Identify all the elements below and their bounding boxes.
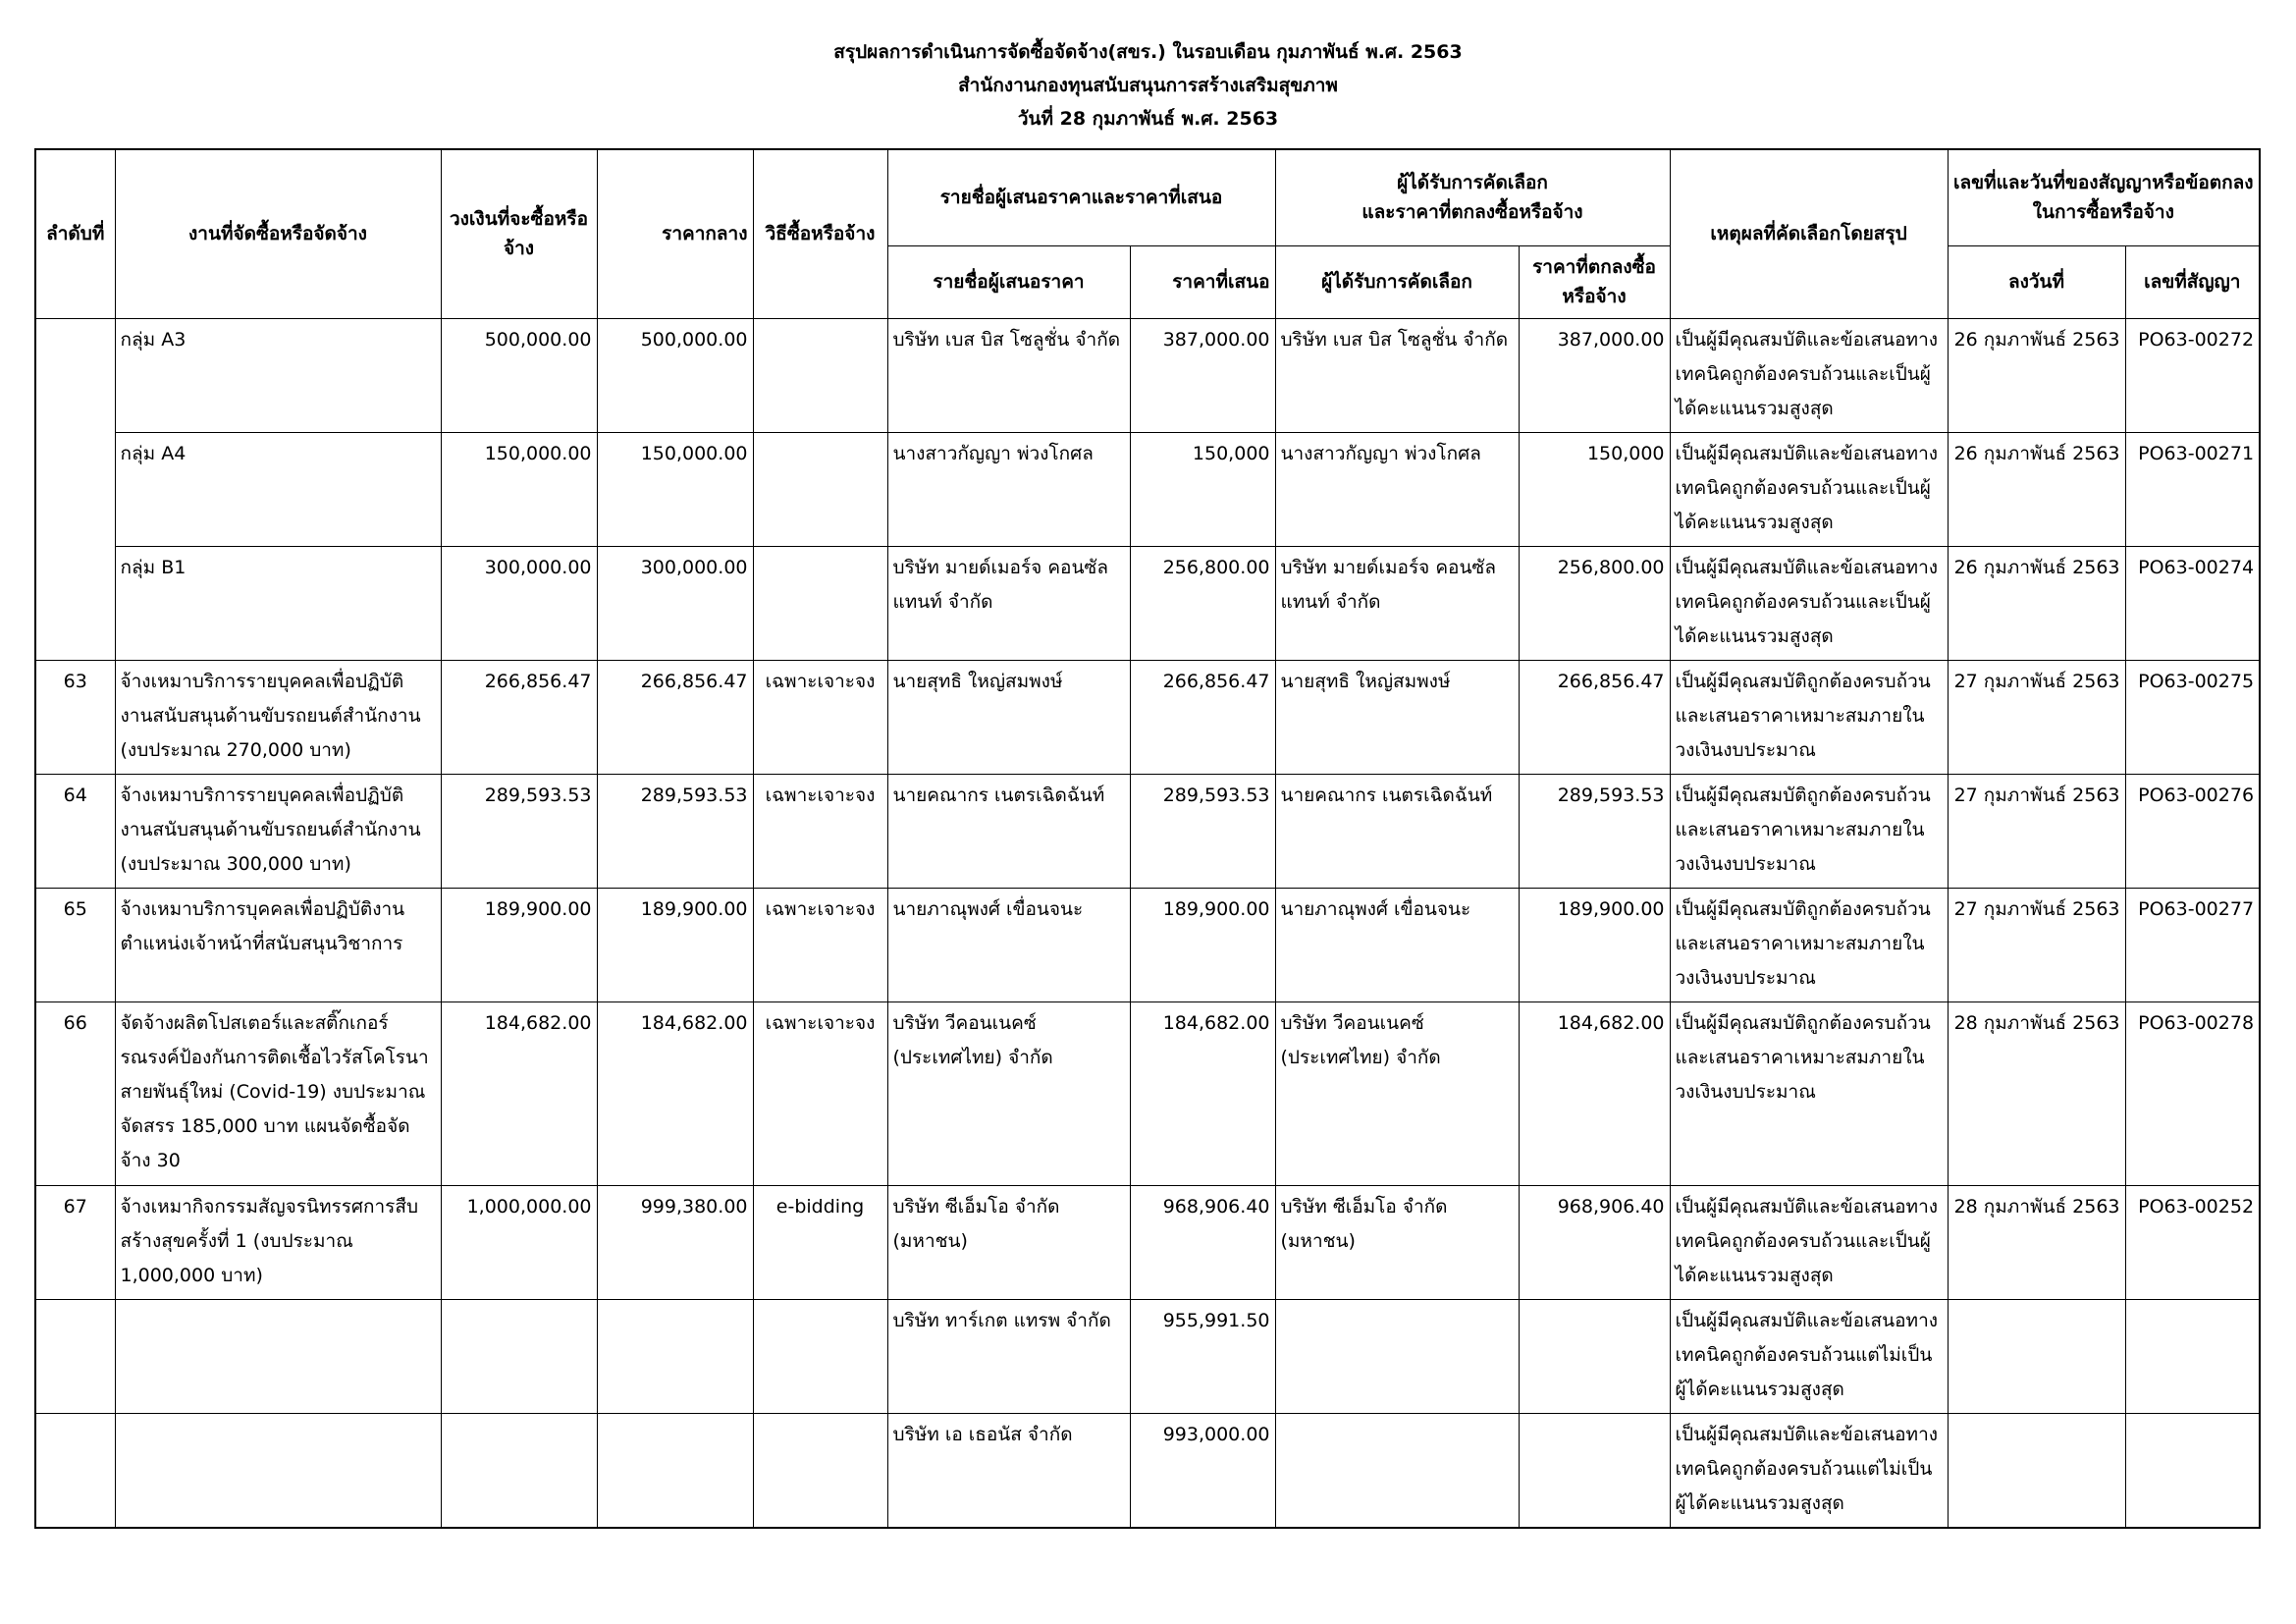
cell-reason: เป็นผู้มีคุณสมบัติถูกต้องครบถ้วนและเสนอราคาเหมาะสมภายในวงเงินงบประมาณ (1670, 774, 1948, 888)
cell-selected (1275, 1299, 1519, 1413)
cell-bidder: บริษัท ซีเอ็มโอ จำกัด (มหาชน) (887, 1185, 1130, 1299)
cell-agreed: 266,856.47 (1519, 660, 1670, 774)
table-row (35, 1413, 2260, 1528)
cell-median: 189,900.00 (597, 888, 753, 1001)
cell-seq (35, 1299, 115, 1413)
cell-seq (35, 318, 115, 660)
cell-selected: บริษัท มายด์เมอร์จ คอนซัลแทนท์ จำกัด (1275, 546, 1519, 660)
document-titles (0, 35, 2296, 135)
header-selected-name: ผู้ได้รับการคัดเลือก (1275, 245, 1519, 318)
cell-work: กลุ่ม B1 (115, 546, 441, 660)
cell-budget: 266,856.47 (441, 660, 597, 774)
cell-contract-no: PO63-00271 (2125, 432, 2260, 546)
header-contract-group: เลขที่และวันที่ของสัญญาหรือข้อตกลงในการซื้อหรือจ้าง (1948, 149, 2260, 245)
cell-seq: 63 (35, 660, 115, 774)
cell-method (753, 1413, 887, 1528)
cell-reason: เป็นผู้มีคุณสมบัติและข้อเสนอทางเทคนิคถูกต้องครบถ้วนแต่ไม่เป็นผู้ได้คะแนนรวมสูงสุด (1670, 1299, 1948, 1413)
header-selected-group-line2: และราคาที่ตกลงซื้อหรือจ้าง (1362, 201, 1583, 224)
header-median: ราคากลาง (597, 149, 753, 318)
cell-seq: 66 (35, 1001, 115, 1185)
table-row (35, 1001, 2260, 1185)
cell-agreed (1519, 1299, 1670, 1413)
cell-work: กลุ่ม A3 (115, 318, 441, 432)
table-row (35, 1185, 2260, 1299)
table-row (35, 888, 2260, 1001)
cell-budget (441, 1413, 597, 1528)
cell-method: เฉพาะเจาะจง (753, 660, 887, 774)
cell-method: เฉพาะเจาะจง (753, 774, 887, 888)
cell-contract-no (2125, 1299, 2260, 1413)
cell-selected (1275, 1413, 1519, 1528)
cell-agreed (1519, 1413, 1670, 1528)
document-date: วันที่ 28 กุมภาพันธ์ พ.ศ. 2563 (1017, 108, 1279, 130)
cell-bid: 955,991.50 (1130, 1299, 1275, 1413)
cell-median: 150,000.00 (597, 432, 753, 546)
cell-bid: 387,000.00 (1130, 318, 1275, 432)
cell-reason: เป็นผู้มีคุณสมบัติถูกต้องครบถ้วนและเสนอราคาเหมาะสมภายในวงเงินงบประมาณ (1670, 1001, 1948, 1185)
cell-reason: เป็นผู้มีคุณสมบัติและข้อเสนอทางเทคนิคถูกต้องครบถ้วนและเป็นผู้ได้คะแนนรวมสูงสุด (1670, 432, 1948, 546)
cell-reason: เป็นผู้มีคุณสมบัติถูกต้องครบถ้วนและเสนอราคาเหมาะสมภายในวงเงินงบประมาณ (1670, 888, 1948, 1001)
cell-budget: 184,682.00 (441, 1001, 597, 1185)
cell-bid: 184,682.00 (1130, 1001, 1275, 1185)
cell-bid: 150,000 (1130, 432, 1275, 546)
cell-selected: บริษัท ซีเอ็มโอ จำกัด (มหาชน) (1275, 1185, 1519, 1299)
cell-reason: เป็นผู้มีคุณสมบัติถูกต้องครบถ้วนและเสนอราคาเหมาะสมภายในวงเงินงบประมาณ (1670, 660, 1948, 774)
cell-bid: 256,800.00 (1130, 546, 1275, 660)
cell-budget: 500,000.00 (441, 318, 597, 432)
cell-contract-no: PO63-00252 (2125, 1185, 2260, 1299)
cell-bidder: บริษัท เบส บิส โซลูชั่น จำกัด (887, 318, 1130, 432)
cell-bidder: นายภาณุพงศ์ เขื่อนจนะ (887, 888, 1130, 1001)
cell-selected: บริษัท เบส บิส โซลูชั่น จำกัด (1275, 318, 1519, 432)
header-bidders-group: รายชื่อผู้เสนอราคาและราคาที่เสนอ (887, 149, 1275, 245)
cell-bidder: นางสาวกัญญา พ่วงโกศล (887, 432, 1130, 546)
cell-bidder: บริษัท มายด์เมอร์จ คอนซัลแทนท์ จำกัด (887, 546, 1130, 660)
cell-bidder: นายคณากร เนตรเฉิดฉันท์ (887, 774, 1130, 888)
table-row (35, 432, 2260, 546)
cell-bid: 993,000.00 (1130, 1413, 1275, 1528)
cell-budget: 300,000.00 (441, 546, 597, 660)
cell-date: 28 กุมภาพันธ์ 2563 (1948, 1185, 2125, 1299)
document-title: สรุปผลการดำเนินการจัดซื้อจัดจ้าง(สขร.) ในรอบเดือน กุมภาพันธ์ พ.ศ. 2563 (833, 41, 1463, 63)
cell-selected: นายคณากร เนตรเฉิดฉันท์ (1275, 774, 1519, 888)
cell-median: 266,856.47 (597, 660, 753, 774)
header-seq: ลำดับที่ (35, 149, 115, 318)
cell-selected: บริษัท วีคอนเนคซ์ (ประเทศไทย) จำกัด (1275, 1001, 1519, 1185)
cell-budget: 150,000.00 (441, 432, 597, 546)
cell-work: จ้างเหมาบริการบุคคลเพื่อปฏิบัติงานตำแหน่งเจ้าหน้าที่สนับสนุนวิชาการ (115, 888, 441, 1001)
header-selected-group (1275, 149, 1670, 245)
cell-bid: 289,593.53 (1130, 774, 1275, 888)
cell-seq: 64 (35, 774, 115, 888)
cell-budget: 189,900.00 (441, 888, 597, 1001)
table-row (35, 1299, 2260, 1413)
cell-agreed: 189,900.00 (1519, 888, 1670, 1001)
cell-work: กลุ่ม A4 (115, 432, 441, 546)
table-row (35, 318, 2260, 432)
cell-reason: เป็นผู้มีคุณสมบัติและข้อเสนอทางเทคนิคถูกต้องครบถ้วนและเป็นผู้ได้คะแนนรวมสูงสุด (1670, 318, 1948, 432)
cell-work: จัดจ้างผลิตโปสเตอร์และสติ๊กเกอร์รณรงค์ป้องกันการติดเชื้อไวรัสโคโรนาสายพันธุ์ใหม่ (Covid-19) งบประมาณจัดสรร 185,000 บาท แผนจัดซื้อจัดจ้าง 30 (115, 1001, 441, 1185)
table-row (35, 774, 2260, 888)
cell-work: จ้างเหมาบริการรายบุคคลเพื่อปฏิบัติงานสนับสนุนด้านขับรถยนต์สำนักงาน (งบประมาณ 300,000 บาท) (115, 774, 441, 888)
cell-agreed: 968,906.40 (1519, 1185, 1670, 1299)
cell-bid: 968,906.40 (1130, 1185, 1275, 1299)
procurement-table (34, 148, 2261, 1529)
cell-median: 184,682.00 (597, 1001, 753, 1185)
cell-agreed: 150,000 (1519, 432, 1670, 546)
header-bid-price: ราคาที่เสนอ (1130, 245, 1275, 318)
document-organization: สำนักงานกองทุนสนับสนุนการสร้างเสริมสุขภาพ (958, 75, 1338, 96)
cell-date: 26 กุมภาพันธ์ 2563 (1948, 318, 2125, 432)
cell-work (115, 1413, 441, 1528)
cell-budget (441, 1299, 597, 1413)
cell-seq: 67 (35, 1185, 115, 1299)
cell-selected: นายภาณุพงศ์ เขื่อนจนะ (1275, 888, 1519, 1001)
cell-median: 300,000.00 (597, 546, 753, 660)
cell-date (1948, 1299, 2125, 1413)
cell-date (1948, 1413, 2125, 1528)
cell-median (597, 1299, 753, 1413)
cell-method (753, 432, 887, 546)
cell-work: จ้างเหมากิจกรรมสัญจรนิทรรศการสืบสร้างสุขครั้งที่ 1 (งบประมาณ 1,000,000 บาท) (115, 1185, 441, 1299)
cell-work: จ้างเหมาบริการรายบุคคลเพื่อปฏิบัติงานสนับสนุนด้านขับรถยนต์สำนักงาน (งบประมาณ 270,000 บาท) (115, 660, 441, 774)
cell-agreed: 184,682.00 (1519, 1001, 1670, 1185)
cell-contract-no: PO63-00276 (2125, 774, 2260, 888)
header-budget: วงเงินที่จะซื้อหรือจ้าง (441, 149, 597, 318)
cell-median: 500,000.00 (597, 318, 753, 432)
cell-contract-no (2125, 1413, 2260, 1528)
cell-reason: เป็นผู้มีคุณสมบัติและข้อเสนอทางเทคนิคถูกต้องครบถ้วนและเป็นผู้ได้คะแนนรวมสูงสุด (1670, 546, 1948, 660)
cell-seq (35, 1413, 115, 1528)
cell-budget: 1,000,000.00 (441, 1185, 597, 1299)
table-row (35, 660, 2260, 774)
cell-bidder: บริษัท ทาร์เกต แทรพ จำกัด (887, 1299, 1130, 1413)
cell-date: 27 กุมภาพันธ์ 2563 (1948, 660, 2125, 774)
cell-agreed: 289,593.53 (1519, 774, 1670, 888)
cell-selected: นางสาวกัญญา พ่วงโกศล (1275, 432, 1519, 546)
cell-date: 26 กุมภาพันธ์ 2563 (1948, 432, 2125, 546)
header-method: วิธีซื้อหรือจ้าง (753, 149, 887, 318)
cell-median (597, 1413, 753, 1528)
header-bidder-name: รายชื่อผู้เสนอราคา (887, 245, 1130, 318)
cell-contract-no: PO63-00275 (2125, 660, 2260, 774)
cell-median: 289,593.53 (597, 774, 753, 888)
cell-agreed: 387,000.00 (1519, 318, 1670, 432)
cell-bid: 266,856.47 (1130, 660, 1275, 774)
cell-contract-no: PO63-00274 (2125, 546, 2260, 660)
cell-median: 999,380.00 (597, 1185, 753, 1299)
cell-bidder: บริษัท เอ เธอนัส จำกัด (887, 1413, 1130, 1528)
table-row (35, 546, 2260, 660)
cell-contract-no: PO63-00277 (2125, 888, 2260, 1001)
header-reason: เหตุผลที่คัดเลือกโดยสรุป (1670, 149, 1948, 318)
cell-budget: 289,593.53 (441, 774, 597, 888)
cell-agreed: 256,800.00 (1519, 546, 1670, 660)
cell-bidder: บริษัท วีคอนเนคซ์ (ประเทศไทย) จำกัด (887, 1001, 1130, 1185)
cell-reason: เป็นผู้มีคุณสมบัติและข้อเสนอทางเทคนิคถูกต้องครบถ้วนและเป็นผู้ได้คะแนนรวมสูงสุด (1670, 1185, 1948, 1299)
header-work: งานที่จัดซื้อหรือจัดจ้าง (115, 149, 441, 318)
header-contract-date: ลงวันที่ (1948, 245, 2125, 318)
cell-bid: 189,900.00 (1130, 888, 1275, 1001)
cell-method: เฉพาะเจาะจง (753, 1001, 887, 1185)
cell-method: e-bidding (753, 1185, 887, 1299)
cell-work (115, 1299, 441, 1413)
cell-date: 27 กุมภาพันธ์ 2563 (1948, 888, 2125, 1001)
cell-method (753, 318, 887, 432)
cell-method (753, 546, 887, 660)
cell-date: 28 กุมภาพันธ์ 2563 (1948, 1001, 2125, 1185)
cell-contract-no: PO63-00272 (2125, 318, 2260, 432)
header-agreed-price: ราคาที่ตกลงซื้อหรือจ้าง (1519, 245, 1670, 318)
cell-date: 26 กุมภาพันธ์ 2563 (1948, 546, 2125, 660)
cell-contract-no: PO63-00278 (2125, 1001, 2260, 1185)
cell-seq: 65 (35, 888, 115, 1001)
cell-selected: นายสุทธิ ใหญ่สมพงษ์ (1275, 660, 1519, 774)
header-contract-no: เลขที่สัญญา (2125, 245, 2260, 318)
cell-bidder: นายสุทธิ ใหญ่สมพงษ์ (887, 660, 1130, 774)
header-selected-group-line1: ผู้ได้รับการคัดเลือก (1397, 172, 1548, 194)
cell-reason: เป็นผู้มีคุณสมบัติและข้อเสนอทางเทคนิคถูกต้องครบถ้วนแต่ไม่เป็นผู้ได้คะแนนรวมสูงสุด (1670, 1413, 1948, 1528)
cell-date: 27 กุมภาพันธ์ 2563 (1948, 774, 2125, 888)
cell-method: เฉพาะเจาะจง (753, 888, 887, 1001)
cell-method (753, 1299, 887, 1413)
